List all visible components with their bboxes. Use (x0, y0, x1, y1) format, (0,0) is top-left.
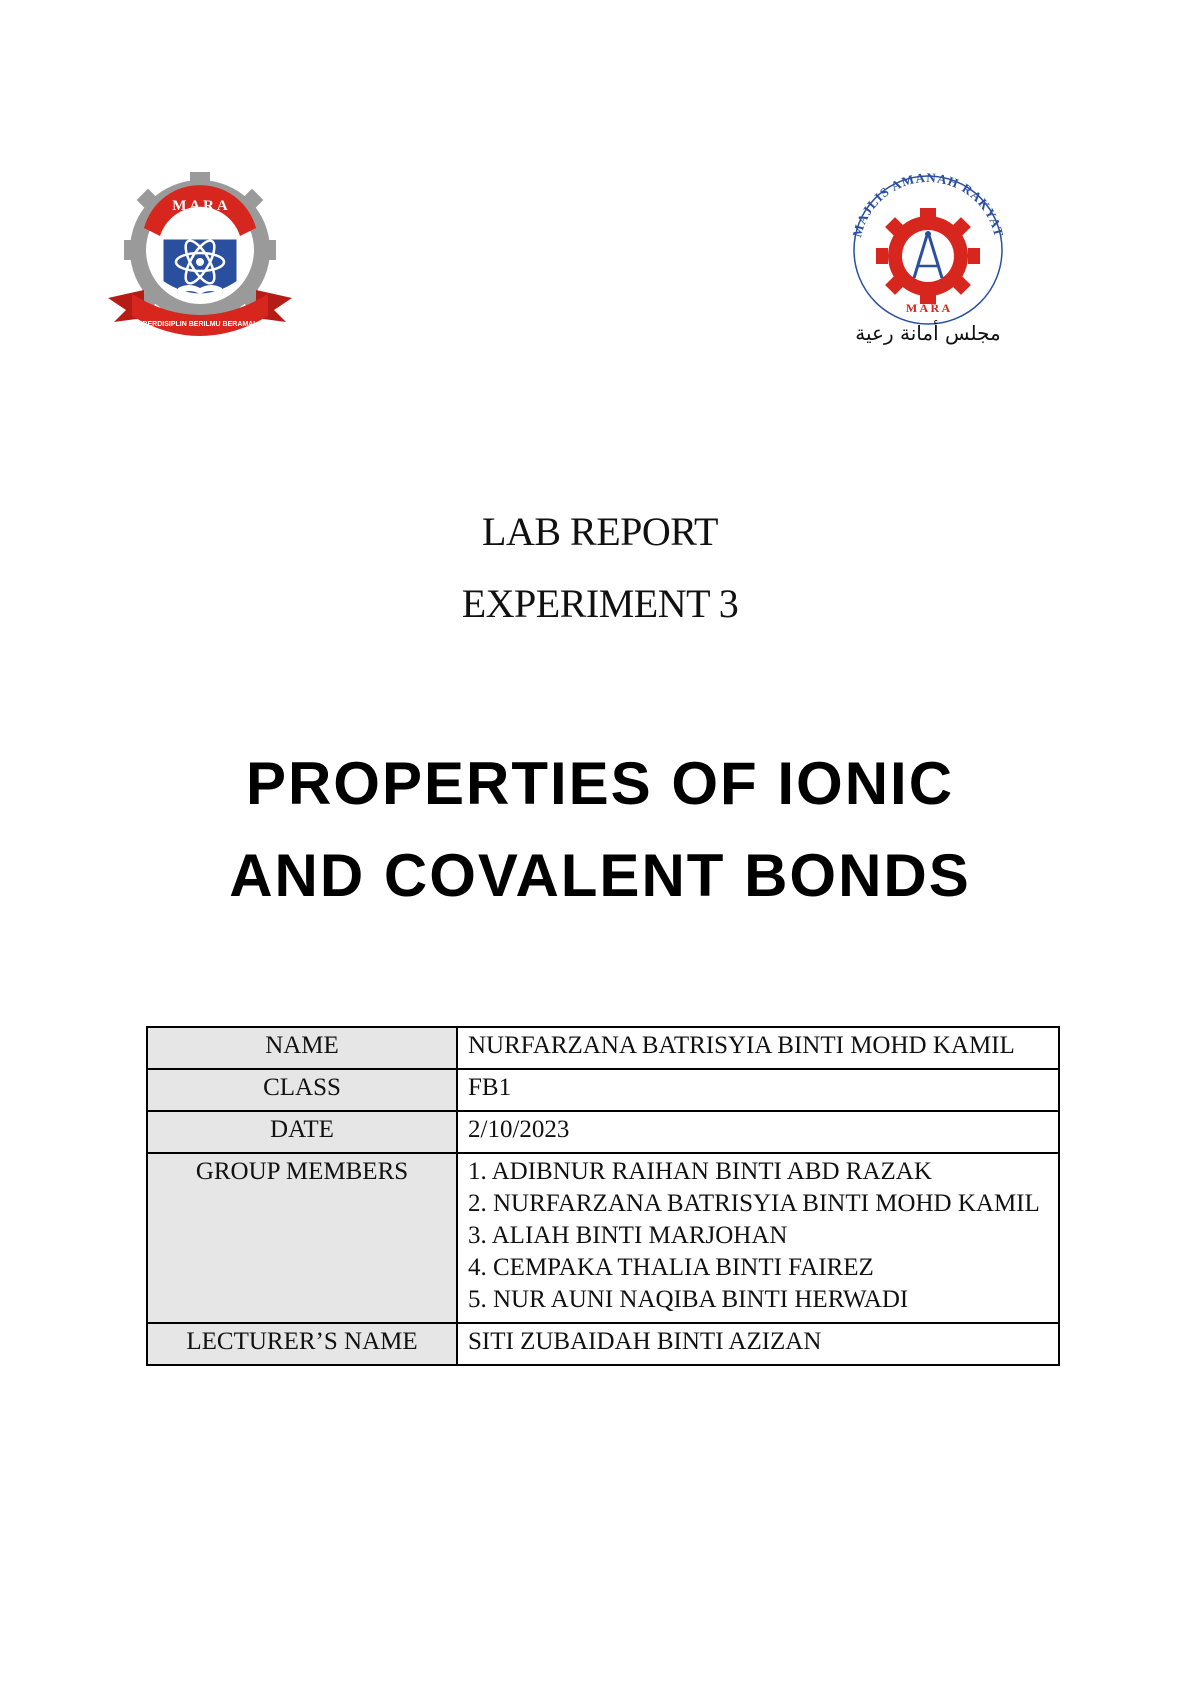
name-label: NAME (147, 1027, 457, 1069)
report-title-line1: PROPERTIES OF IONIC (245, 750, 955, 817)
class-label: CLASS (147, 1069, 457, 1111)
table-row-group-members (147, 1153, 1059, 1323)
table-row-date (147, 1111, 1059, 1153)
mara-emblem-logo (848, 170, 1008, 350)
emblem-bottom-text: M A R A (905, 301, 951, 315)
lab-report-heading: LAB REPORT (482, 509, 718, 554)
lecturer-value: SITI ZUBAIDAH BINTI AZIZAN (457, 1323, 1059, 1365)
group-members-label: GROUP MEMBERS (147, 1153, 457, 1323)
group-members-list (457, 1153, 1059, 1323)
experiment-heading: EXPERIMENT 3 (461, 581, 739, 626)
table-row-name (147, 1027, 1059, 1069)
emblem-arc-text: MAJLIS AMANAH RAKYAT (849, 170, 1007, 239)
mara-college-crest-icon (104, 170, 296, 342)
class-value: FB1 (457, 1069, 1059, 1111)
mara-college-logo (104, 170, 296, 342)
crest-arc-text: M A R A (172, 198, 228, 214)
report-title-line2: AND COVALENT BONDS (229, 842, 971, 909)
student-info-table (146, 1026, 1060, 1366)
list-item: 5. NUR AUNI NAQIBA BINTI HERWADI (468, 1286, 909, 1313)
list-item: 4. CEMPAKA THALIA BINTI FAIREZ (468, 1254, 874, 1281)
date-value: 2/10/2023 (457, 1111, 1059, 1153)
table-row-class (147, 1069, 1059, 1111)
report-title (0, 738, 1200, 922)
crest-ribbon-text: BERDISIPLIN BERILMU BERAMAL (142, 321, 258, 328)
table-row-lecturer (147, 1323, 1059, 1365)
name-value: NURFARZANA BATRISYIA BINTI MOHD KAMIL (457, 1027, 1059, 1069)
lecturer-label: LECTURER’S NAME (147, 1323, 457, 1365)
list-item: 2. NURFARZANA BATRISYIA BINTI MOHD KAMIL (468, 1190, 1040, 1217)
list-item: 1. ADIBNUR RAIHAN BINTI ABD RAZAK (468, 1158, 932, 1185)
date-label: DATE (147, 1111, 457, 1153)
majlis-amanah-rakyat-emblem-icon (848, 170, 1008, 350)
emblem-arabic-text: مجلس أمانة رعية (855, 321, 1001, 345)
list-item: 3. ALIAH BINTI MARJOHAN (468, 1222, 788, 1249)
